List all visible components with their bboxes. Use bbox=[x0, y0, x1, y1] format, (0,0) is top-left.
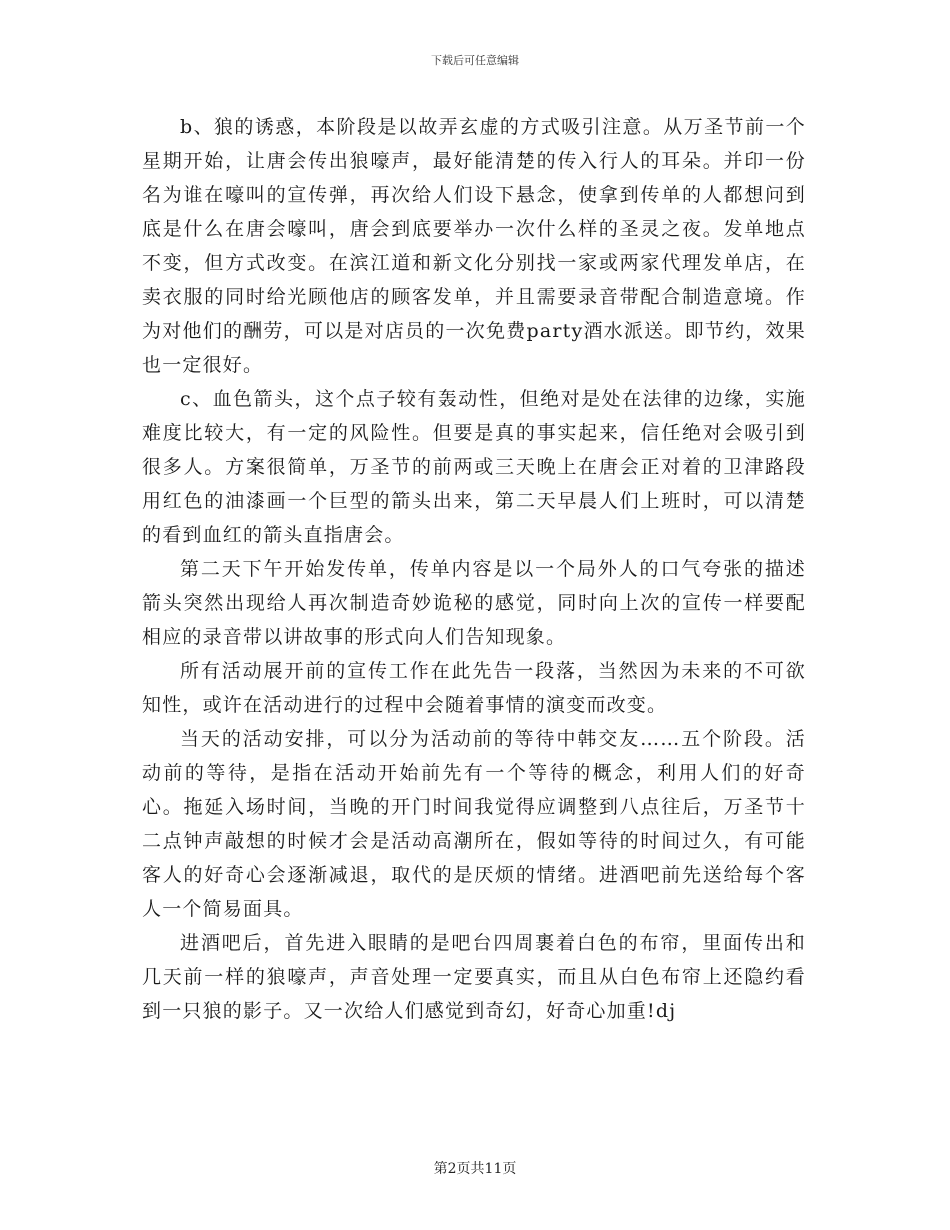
paragraph: 第二天下午开始发传单，传单内容是以一个局外人的口气夸张的描述箭头突然出现给人再次制造奇妙诡秘的感觉，同时向上次的宣传一样要配相应的录音带以讲故事的形式向人们告知现象。 bbox=[142, 558, 806, 648]
page-header: 下载后可任意编辑 bbox=[431, 54, 519, 67]
paragraph: 所有活动展开前的宣传工作在此先告一段落，当然因为未来的不可欲知性，或许在活动进行的过程中会随着事情的演变而改变。 bbox=[142, 660, 806, 716]
page-number: 第2页共11页 bbox=[433, 1161, 517, 1177]
paragraph: 进酒吧后，首先进入眼睛的是吧台四周裹着白色的布帘，里面传出和几天前一样的狼嚎声，声音处理一定要真实，而且从白色布帘上还隐约看到一只狼的影子。又一次给人们感觉到奇幻，好奇心加重!dj bbox=[142, 932, 806, 1022]
paragraph: 当天的活动安排，可以分为活动前的等待中韩交友……五个阶段。活动前的等待，是指在活动开始前先有一个等待的概念，利用人们的好奇心。拖延入场时间，当晚的开门时间我觉得应调整到八点往后，万圣节十二点钟声敲想的时候才会是活动高潮所在，假如等待的时间过久，有可能客人的好奇心会逐渐减退，取代的是厌烦的情绪。进酒吧前先送给每个客人一个简易面具。 bbox=[142, 728, 806, 920]
document-body bbox=[142, 110, 806, 1028]
paragraph: c、血色箭头，这个点子较有轰动性，但绝对是处在法律的边缘，实施难度比较大，有一定的风险性。但要是真的事实起来，信任绝对会吸引到很多人。方案很简单，万圣节的前两或三天晚上在唐会正对着的卫津路段用红色的油漆画一个巨型的箭头出来，第二天早晨人们上班时，可以清楚的看到血红的箭头直指唐会。 bbox=[142, 388, 806, 546]
paragraph: b、狼的诱惑，本阶段是以故弄玄虚的方式吸引注意。从万圣节前一个星期开始，让唐会传出狼嚎声，最好能清楚的传入行人的耳朵。并印一份名为谁在嚎叫的宣传弹，再次给人们设下悬念，使拿到传单的人都想问到底是什么在唐会嚎叫，唐会到底要举办一次什么样的圣灵之夜。发单地点不变，但方式改变。在滨江道和新文化分别找一家或两家代理发单店，在卖衣服的同时给光顾他店的顾客发单，并且需要录音带配合制造意境。作为对他们的酬劳，可以是对店员的一次免费party酒水派送。即节约，效果也一定很好。 bbox=[142, 116, 806, 376]
